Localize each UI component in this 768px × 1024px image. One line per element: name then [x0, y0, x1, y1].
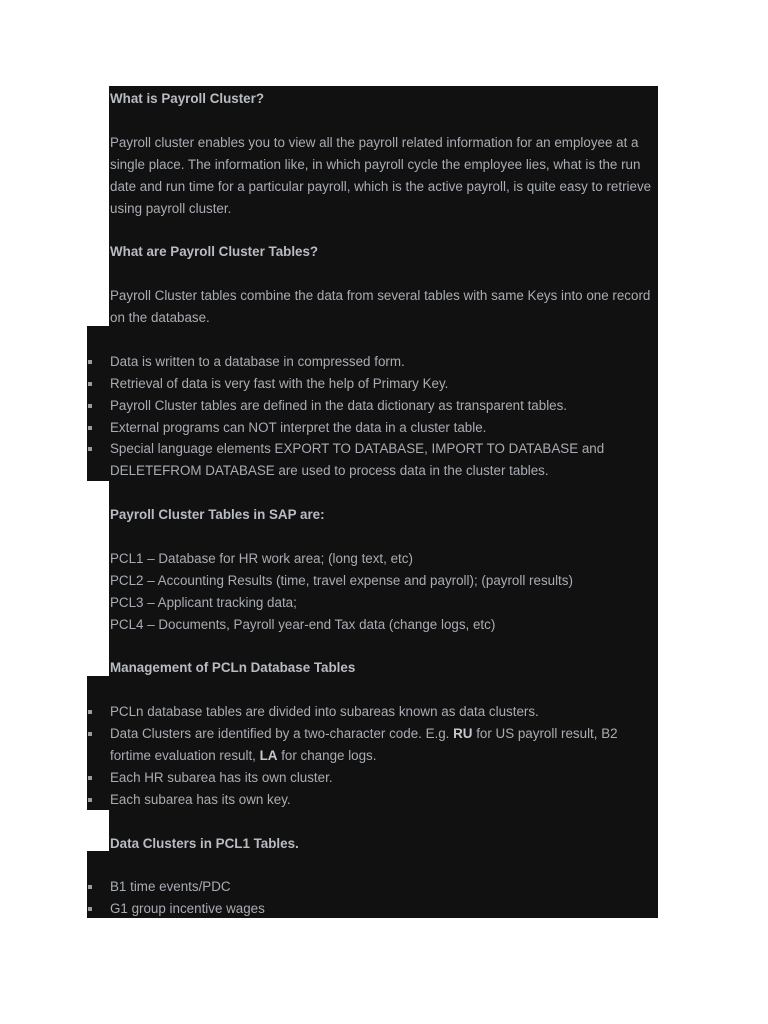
- table-line: PCL2 – Accounting Results (time, travel expense and payroll); (payroll results): [110, 572, 573, 588]
- table-line: PCL4 – Documents, Payroll year-end Tax data (change logs, etc): [110, 616, 496, 632]
- heading-what-is-payroll-cluster: What is Payroll Cluster?: [110, 91, 265, 106]
- list-item: External programs can NOT interpret the data in a cluster table.: [110, 417, 660, 439]
- text-run: fortime evaluation result,: [110, 748, 260, 764]
- heading-payroll-cluster-tables: What are Payroll Cluster Tables?: [110, 244, 319, 260]
- text-run: Data Clusters are identified by a two-character code. E.g.: [110, 726, 454, 742]
- list-item-continuation: [110, 745, 660, 767]
- list-item: Payroll Cluster tables are defined in the data dictionary as transparent tables.: [110, 395, 660, 417]
- list-item: Retrieval of data is very fast with the help of Primary Key.: [110, 373, 660, 395]
- text-run: for change logs.: [277, 748, 377, 764]
- list-item: G1 group incentive wages: [110, 898, 660, 920]
- paragraph-line: Payroll Cluster tables combine the data from several tables with same Keys into one record: [110, 288, 651, 304]
- paragraph-line: single place. The information like, in which payroll cycle the employee lies, what is the run: [110, 156, 641, 172]
- paragraph-line: date and run time for a particular payroll, which is the active payroll, is quite easy to retrieve: [110, 178, 652, 194]
- heading-data-clusters-pcl1: Data Clusters in PCL1 Tables.: [110, 835, 299, 851]
- code-la: LA: [259, 748, 278, 764]
- heading-management-of-pcln: Management of PCLn Database Tables: [110, 660, 356, 676]
- heading-cluster-tables-in-sap: Payroll Cluster Tables in SAP are:: [110, 507, 325, 523]
- paragraph-line: using payroll cluster.: [110, 200, 232, 216]
- table-line: PCL3 – Applicant tracking data;: [110, 594, 297, 610]
- list-item: Each HR subarea has its own cluster.: [110, 767, 660, 789]
- paragraph-line: Payroll cluster enables you to view all the payroll related information for an employee at a: [110, 134, 639, 150]
- list-item: Special language elements EXPORT TO DATABASE, IMPORT TO DATABASE and: [110, 438, 660, 460]
- table-line: PCL1 – Database for HR work area; (long text, etc): [110, 550, 413, 566]
- document-content: [110, 88, 660, 920]
- list-item: B1 time events/PDC: [110, 876, 660, 898]
- list-item: Each subarea has its own key.: [110, 789, 660, 811]
- paragraph-line: on the database.: [110, 310, 210, 326]
- list-item-continuation: DELETEFROM DATABASE are used to process data in the cluster tables.: [110, 463, 549, 479]
- list-item: [110, 723, 660, 745]
- list-item: Data is written to a database in compressed form.: [110, 351, 660, 373]
- list-item: PCLn database tables are divided into subareas known as data clusters.: [110, 701, 660, 723]
- code-ru: RU: [453, 726, 473, 742]
- text-run: for US payroll result, B2: [472, 726, 618, 742]
